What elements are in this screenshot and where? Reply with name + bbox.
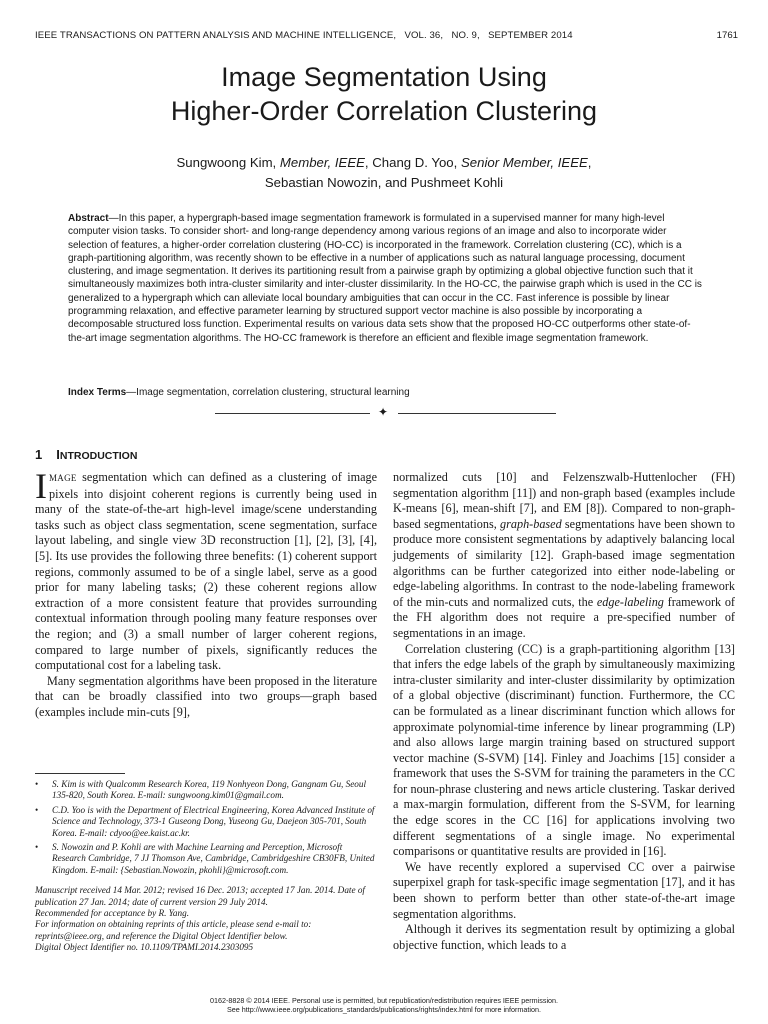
index-terms-label: Index Terms	[68, 387, 127, 398]
section-number: 1	[35, 447, 43, 462]
emphasis: graph-based	[500, 516, 562, 531]
affiliation-text: S. Nowozin and P. Kohli are with Machine Learning and Perception, Microsoft Research Cambridge, 7 JJ Thomson Ave, Cambridge, Cambridgeshire CB30FB, United Kingdom. E-mail: {Sebastian.Nowozin, pkohli}@microsoft.com.	[52, 842, 375, 875]
abstract-text: —In this paper, a hypergraph-based image segmentation framework is formulated in a supervised manner for many high-level computer vision tasks. To consider short- and long-range dependency among various regions of an image and also to incorporate wider selection of features, a higher-order correlation clustering (HO-CC) is incorporated in the framework. Correlation clustering (CC), which is a graph-partitioning algorithm, was recently shown to be effective in a number of applications such as natural language processing, document clustering, and image segmentation. It derives its partitioning result from a pairwise graph by optimizing a global objective function such that it simultaneously maximizes both intra-cluster similarity and inter-cluster dissimilarity. In the HO-CC, the pairwise graph which is used in the CC is generalized to a hypergraph which can alleviate local boundary ambiguities that can occur in the CC. Fast inference is possible by linear programming relaxation, and effective parameter learning by structured support vector machine is also possible by incorporating a decomposable structured loss function. Experimental results on various data sets show that the proposed HO-CC outperforms other state-of-the-art image segmentation algorithms. The HO-CC framework is therefore an efficient and flexible image segmentation framework.	[68, 213, 702, 344]
author-list	[0, 153, 768, 193]
affiliation-item	[35, 805, 377, 839]
paragraph	[393, 470, 735, 642]
paragraph-text: segmentations have been shown to produce more consistent segmentations by adaptively balancing local judgements of similarity [12]. Graph-based image segmentation algorithms can be further categorized into either node-labeling or edge-labeling algorithms. In contrast to the node-labeling framework of the min-cuts and normalized cuts, the	[393, 516, 736, 609]
emphasis: edge-labeling	[596, 594, 664, 609]
author-separator: ,	[587, 155, 592, 170]
author-yoo: , Chang D. Yoo,	[364, 155, 458, 170]
left-column	[35, 466, 377, 721]
divider-rule-left	[215, 413, 370, 414]
running-head	[35, 30, 735, 41]
copyright-footer	[0, 996, 768, 1014]
paper-title	[0, 60, 768, 128]
affiliation-item	[35, 779, 377, 802]
copyright-line-1: 0162-8828 © 2014 IEEE. Personal use is permitted, but republication/redistribution requires IEEE permission.	[209, 996, 559, 1005]
author-yoo-role: Senior Member, IEEE	[460, 155, 588, 170]
affiliation-text: C.D. Yoo is with the Department of Electrical Engineering, Korea Advanced Institute of Science and Technology, 373-1 Guseong Dong, Yuseong Gu, Daejeon 305-701, South Korea. E-mail: cdyoo@ee.kaist.ac.kr.	[52, 804, 375, 838]
volume: VOL. 36,	[404, 30, 444, 41]
paragraph: We have recently explored a supervised CC over a pairwise superpixel graph for task-specific image segmentation [17], and it has been shown to perform better than other state-of-the-art image segmentation algorithms.	[393, 859, 735, 921]
paragraph-text: normalized cuts [10] and Felzenszwalb-Huttenlocher (FH) segmentation algorithm [11]) and non-graph based (examples include K-means [6], mean-shift [7], and EM [8]). Compared to non-graph-based segmentations,	[393, 470, 735, 531]
bullet-icon: •	[35, 842, 39, 853]
index-terms	[68, 386, 702, 399]
authors-line-2: Sebastian Nowozin, and Pushmeet Kohli	[264, 175, 504, 190]
drop-cap: I	[35, 466, 47, 506]
page-number: 1761	[716, 30, 738, 41]
index-terms-text: —Image segmentation, correlation clustering, structural learning	[126, 387, 410, 398]
right-column	[393, 470, 735, 953]
divider-rule-right	[398, 413, 556, 414]
section-heading	[35, 447, 137, 462]
authors-line-1	[0, 153, 768, 173]
paragraph-text: framework of the FH algorithm does not require a pre-specified number of segmentations in an image.	[393, 594, 735, 640]
footnote-rule	[35, 773, 125, 774]
author-kim-role: Member, IEEE	[279, 155, 365, 170]
title-line-1: Image Segmentation Using	[221, 62, 547, 92]
reprints-info: For information on obtaining reprints of this article, please send e-mail to: reprints@ieee.org, and reference the Digital Object Identifier below.	[35, 919, 312, 941]
author-kim: Sungwoong Kim,	[176, 155, 277, 170]
manuscript-dates: Manuscript received 14 Mar. 2012; revised 16 Dec. 2013; accepted 17 Jan. 2014. Date of publication 27 Jan. 2014; date of current version 29 July 2014.	[35, 885, 365, 907]
paragraph: Many segmentation algorithms have been proposed in the literature that can be broadly classified into two groups—graph based (examples include min-cuts [9],	[35, 673, 377, 719]
footnotes	[35, 776, 377, 954]
abstract-label: Abstract	[68, 213, 109, 224]
affiliation-list	[35, 779, 377, 876]
section-title-initial: I	[56, 447, 60, 462]
bullet-icon: •	[35, 804, 39, 815]
paragraph: Although it derives its segmentation result by optimizing a global objective function, which leads to a	[393, 922, 735, 952]
journal-name: IEEE TRANSACTIONS ON PATTERN ANALYSIS AND MACHINE INTELLIGENCE,	[35, 30, 397, 41]
copyright-line-2: See http://www.ieee.org/publications_standards/publications/rights/index.html for more information.	[226, 1005, 542, 1014]
abstract	[68, 212, 702, 345]
issue-date: SEPTEMBER 2014	[488, 30, 573, 41]
small-caps-word: MAGE	[49, 473, 77, 483]
affiliation-text: S. Kim is with Qualcomm Research Korea, 119 Nonhyeon Dong, Gangnam Gu, Seoul 135-820, South Korea. E-mail: sungwoong.kim01@gmail.com.	[52, 779, 367, 801]
title-line-2: Higher-Order Correlation Clustering	[170, 96, 598, 126]
affiliation-item	[35, 842, 377, 876]
manuscript-info	[35, 885, 377, 953]
paragraph-text: segmentation which can defined as a clustering of image pixels into disjoint coherent regions is currently being used in many of the state-of-the-art high-level image/scene understanding tasks such as object class segmentation, scene segmentation, surface layout labeling, and single view 3D reconstruction [1], [2], [3], [4], [5]. Its use provides the following three benefits: (1) coherent support regions, commonly assumed to be of a single label, serve as a good prior for many labeling tasks; (2) these coherent regions allow extraction of a more consistent feature that provides surrounding contextual information through pooling many feature responses over the region; and (3) a small number of larger coherent regions, compared to large number of pixels, significantly reduces the computational cost for a labeling task.	[35, 470, 377, 673]
bullet-icon: •	[35, 779, 39, 789]
paragraph: Correlation clustering (CC) is a graph-partitioning algorithm [13] that infers the edge labels of the graph by simultaneously maximizing intra-cluster similarity and inter-cluster dissimilarity by optimization of a global objective (discriminant) function. Furthermore, the CC can be formulated as a linear discriminant function which allows for approximate polynomial-time inference by linear programming (LP) and also allows large margin training based on structured support vector machine (S-SVM) [14]. Finley and Joachims [15] consider a framework that uses the S-SVM for training the parameters in the CC for noun-phrase clustering and news article clustering. Taskar derived a max-margin formulation, different from the S-SVM, for learning the edge scores in the CC [16] for applications involving two different segmentations of a single image. No experimental comparisons or quantitative results are provided in [16].	[393, 641, 735, 859]
recommended-by: Recommended for acceptance by R. Yang.	[35, 908, 190, 919]
doi: Digital Object Identifier no. 10.1109/TPAMI.2014.2303095	[35, 942, 254, 953]
section-title-rest: NTRODUCTION	[59, 450, 138, 462]
paragraph	[35, 466, 377, 674]
issue-number: NO. 9,	[451, 30, 480, 41]
divider-ornament-icon: ✦	[378, 405, 389, 419]
